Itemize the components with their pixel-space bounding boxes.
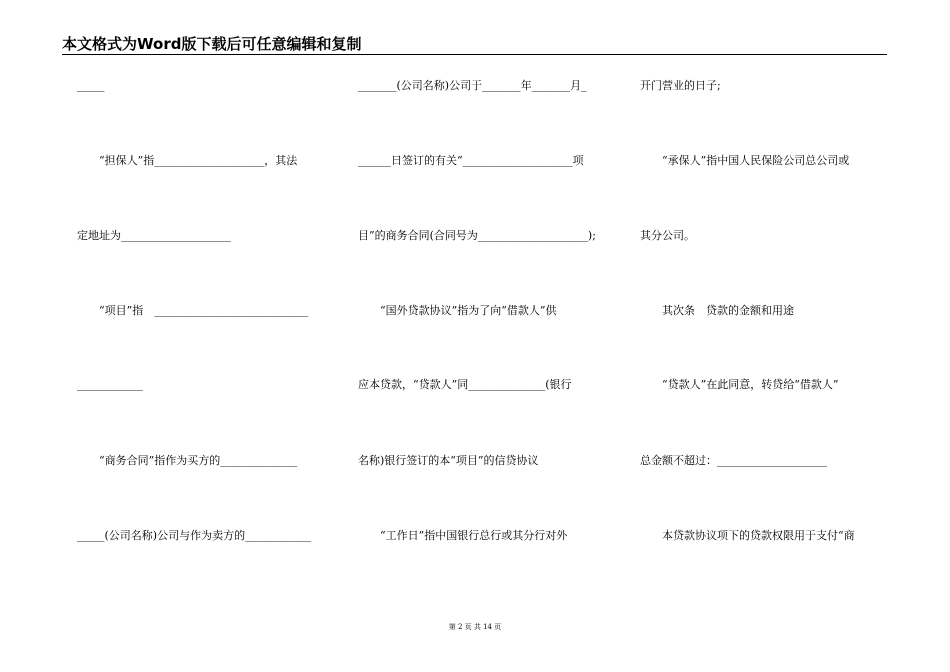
text-line: ______日签订的有关“____________________项 [358,154,584,167]
text-line: “承保人”指中国人民保险公司总公司或 [640,154,850,167]
text-line: 本贷款协议项下的贷款权限用于支付“商 [640,529,855,542]
text-line: _______(公司名称)公司于_______年_______月_ [358,79,587,92]
text-line: 其分公司。 [640,229,695,242]
text-line: 其次条 贷款的金额和用途 [640,304,794,317]
text-line: _____(公司名称)公司与作为卖方的____________ [77,529,312,542]
text-line: “国外贷款协议”指为了向“借款人”供 [358,304,557,317]
text-line: 应本贷款，“贷款人”同______________(银行 [358,378,572,391]
text-line: “工作日”指中国银行总行或其分行对外 [358,529,568,542]
document-header-title: 本文格式为Word版下载后可任意编辑和复制 [62,35,362,53]
header-divider [62,54,887,55]
text-line: “担保人”指____________________，其法 [77,154,298,167]
text-line: 总金额不超过：____________________ [640,454,827,467]
text-line: “商务合同”指作为买方的______________ [77,454,298,467]
page-number-footer: 第 2 页 共 14 页 [448,623,502,631]
text-line: 名称)银行签订的本“项目”的信贷协议 [358,454,539,467]
text-line: 开门营业的日子; [640,79,721,92]
text-line: _____ [77,79,105,92]
text-line: “项目”指 ____________________________ [77,304,309,317]
text-line: “贷款人”在此同意，转贷给“借款人” [640,378,839,391]
text-line: 定地址为____________________ [77,229,231,242]
text-line: ____________ [77,378,143,391]
text-line: 目”的商务合同(合同号为____________________); [358,229,596,242]
